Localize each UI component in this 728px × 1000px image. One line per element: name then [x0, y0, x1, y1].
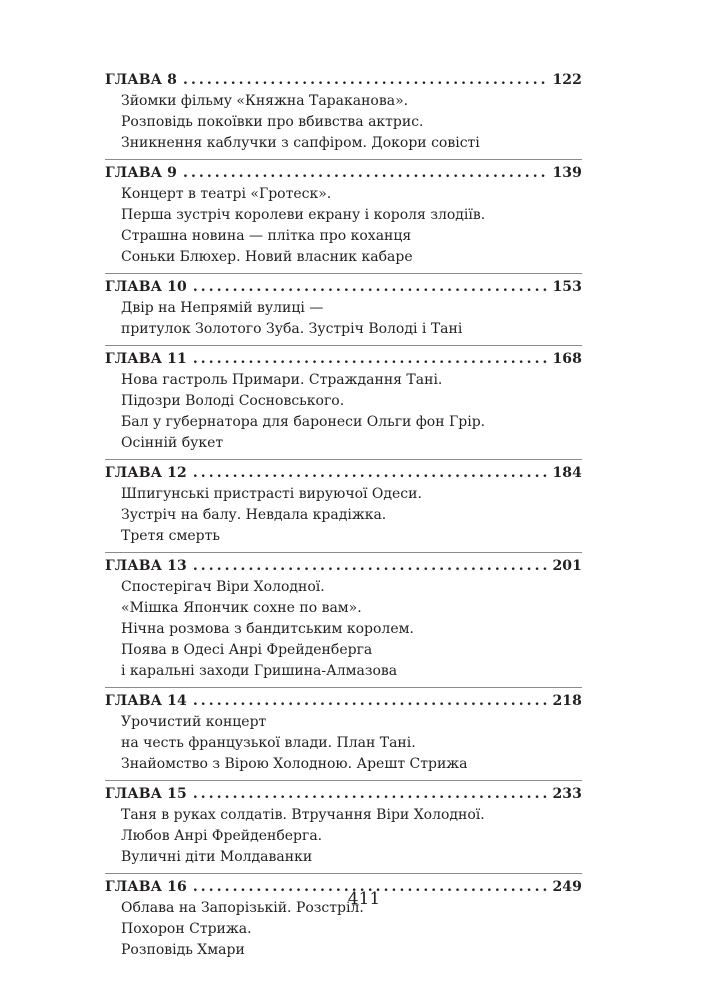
summary-line: Таня в руках солдатів. Втручання Віри Холодної.	[121, 807, 485, 823]
chapter-page-number: 218	[552, 693, 582, 709]
chapter-page-number: 122	[552, 72, 582, 88]
summary-line: Знайомство з Вірою Холодною. Арешт Стрижа	[121, 756, 468, 772]
page-number: 411	[347, 889, 381, 909]
chapter-page-number: 139	[552, 165, 582, 181]
summary-line: Двір на Непрямій вулиці —	[121, 300, 324, 316]
dot-leader	[183, 163, 548, 184]
toc-entry	[105, 70, 582, 160]
chapter-page-number: 168	[552, 351, 582, 367]
chapter-page-number: 184	[552, 465, 582, 481]
chapter-summary	[105, 712, 582, 775]
chapter-page-number: 233	[552, 786, 582, 802]
dot-leader	[183, 70, 548, 91]
summary-line: Похорон Стрижа.	[121, 921, 252, 937]
summary-line: Зйомки фільму «Княжна Тараканова».	[121, 93, 409, 109]
chapter-heading	[105, 277, 582, 298]
chapter-summary	[105, 370, 582, 454]
toc-entry	[105, 463, 582, 553]
dot-leader	[193, 691, 549, 712]
chapter-heading	[105, 70, 582, 91]
chapter-heading	[105, 691, 582, 712]
chapter-title: ГЛАВА 13	[105, 558, 187, 574]
toc-entry	[105, 784, 582, 874]
summary-line: Зникнення каблучки з сапфіром. Докори совісті	[121, 135, 480, 151]
summary-line: Розповідь покоївки про вбивства актрис.	[121, 114, 424, 130]
toc-entry	[105, 349, 582, 460]
chapter-summary	[105, 184, 582, 268]
chapter-page-number: 249	[552, 879, 582, 895]
dot-leader	[193, 784, 549, 805]
summary-line: Підозри Володі Сосновського.	[121, 393, 345, 409]
toc-entry	[105, 163, 582, 274]
summary-line: Зустріч на балу. Невдала крадіжка.	[121, 507, 387, 523]
chapter-summary	[105, 577, 582, 682]
summary-line: Перша зустріч королеви екрану і короля злодіїв.	[121, 207, 486, 223]
chapter-title: ГЛАВА 9	[105, 165, 177, 181]
summary-line: Соньки Блюхер. Новий власник кабаре	[121, 249, 413, 265]
dot-leader	[193, 349, 549, 370]
toc-entry	[105, 691, 582, 781]
chapter-summary	[105, 91, 582, 154]
table-of-contents	[105, 70, 582, 969]
summary-line: Осінній букет	[121, 435, 224, 451]
chapter-title: ГЛАВА 15	[105, 786, 187, 802]
chapter-page-number: 153	[552, 279, 582, 295]
chapter-title: ГЛАВА 10	[105, 279, 187, 295]
chapter-heading	[105, 556, 582, 577]
summary-line: Облава на Запорізькій. Розстріл.	[121, 900, 364, 916]
chapter-heading	[105, 784, 582, 805]
chapter-title: ГЛАВА 8	[105, 72, 177, 88]
chapter-summary	[105, 484, 582, 547]
chapter-heading	[105, 463, 582, 484]
summary-line: притулок Золотого Зуба. Зустріч Володі і Тані	[121, 321, 463, 337]
chapter-summary	[105, 805, 582, 868]
summary-line: Вуличні діти Молдаванки	[121, 849, 313, 865]
dot-leader	[193, 463, 549, 484]
toc-entry	[105, 556, 582, 688]
chapter-title: ГЛАВА 11	[105, 351, 187, 367]
chapter-title: ГЛАВА 12	[105, 465, 187, 481]
summary-line: і каральні заходи Гришина-Алмазова	[121, 663, 398, 679]
summary-line: Любов Анрі Фрейденберга.	[121, 828, 323, 844]
summary-line: Розповідь Хмари	[121, 942, 245, 958]
summary-line: на честь французької влади. План Тані.	[121, 735, 416, 751]
summary-line: Спостерігач Віри Холодної.	[121, 579, 325, 595]
summary-line: Третя смерть	[121, 528, 220, 544]
chapter-summary	[105, 298, 582, 340]
summary-line: Урочистий концерт	[121, 714, 267, 730]
chapter-heading	[105, 163, 582, 184]
summary-line: Страшна новина — плітка про коханця	[121, 228, 412, 244]
summary-line: Поява в Одесі Анрі Фрейденберга	[121, 642, 373, 658]
chapter-title: ГЛАВА 14	[105, 693, 187, 709]
dot-leader	[193, 277, 549, 298]
summary-line: Шпигунські пристрасті вируючої Одеси.	[121, 486, 422, 502]
toc-entry	[105, 277, 582, 346]
summary-line: «Мішка Япончик сохне по вам».	[121, 600, 362, 616]
chapter-page-number: 201	[552, 558, 582, 574]
summary-line: Бал у губернатора для баронеси Ольги фон Гріp.	[121, 414, 486, 430]
chapter-heading	[105, 349, 582, 370]
summary-line: Концерт в театрі «Гротеск».	[121, 186, 332, 202]
chapter-title: ГЛАВА 16	[105, 879, 187, 895]
dot-leader	[193, 556, 549, 577]
summary-line: Нічна розмова з бандитським королем.	[121, 621, 414, 637]
summary-line: Нова гастроль Примари. Страждання Тані.	[121, 372, 443, 388]
